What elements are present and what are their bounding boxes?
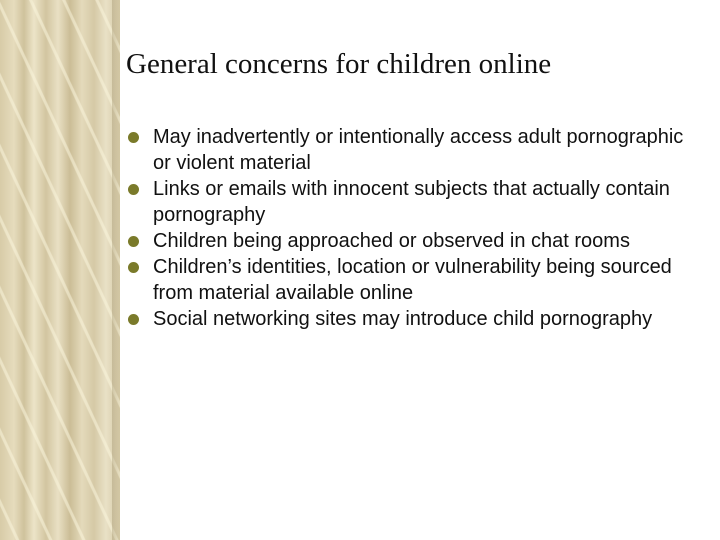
bullet-text: May inadvertently or intentionally access adult pornographic or violent material — [153, 126, 684, 174]
bullet-item — [126, 228, 706, 254]
slide-title: General concerns for children online — [126, 48, 552, 80]
bullet-dot-icon — [128, 314, 139, 325]
column-shadow — [112, 0, 120, 540]
bullet-item — [126, 254, 706, 306]
bullet-text: Children’s identities, location or vulnerability being sourced from material available online — [153, 256, 672, 304]
bullet-dot-icon — [128, 262, 139, 273]
decorative-column — [0, 0, 120, 540]
bullet-text: Children being approached or observed in chat rooms — [153, 230, 630, 252]
bullet-item — [126, 124, 706, 176]
bullet-text: Social networking sites may introduce child pornography — [153, 308, 653, 330]
bullet-item — [126, 306, 706, 332]
bullet-dot-icon — [128, 236, 139, 247]
bullet-item — [126, 176, 706, 228]
bullet-list — [126, 124, 706, 332]
bullet-dot-icon — [128, 132, 139, 143]
bullet-dot-icon — [128, 184, 139, 195]
bullet-text: Links or emails with innocent subjects that actually contain pornography — [153, 178, 670, 226]
